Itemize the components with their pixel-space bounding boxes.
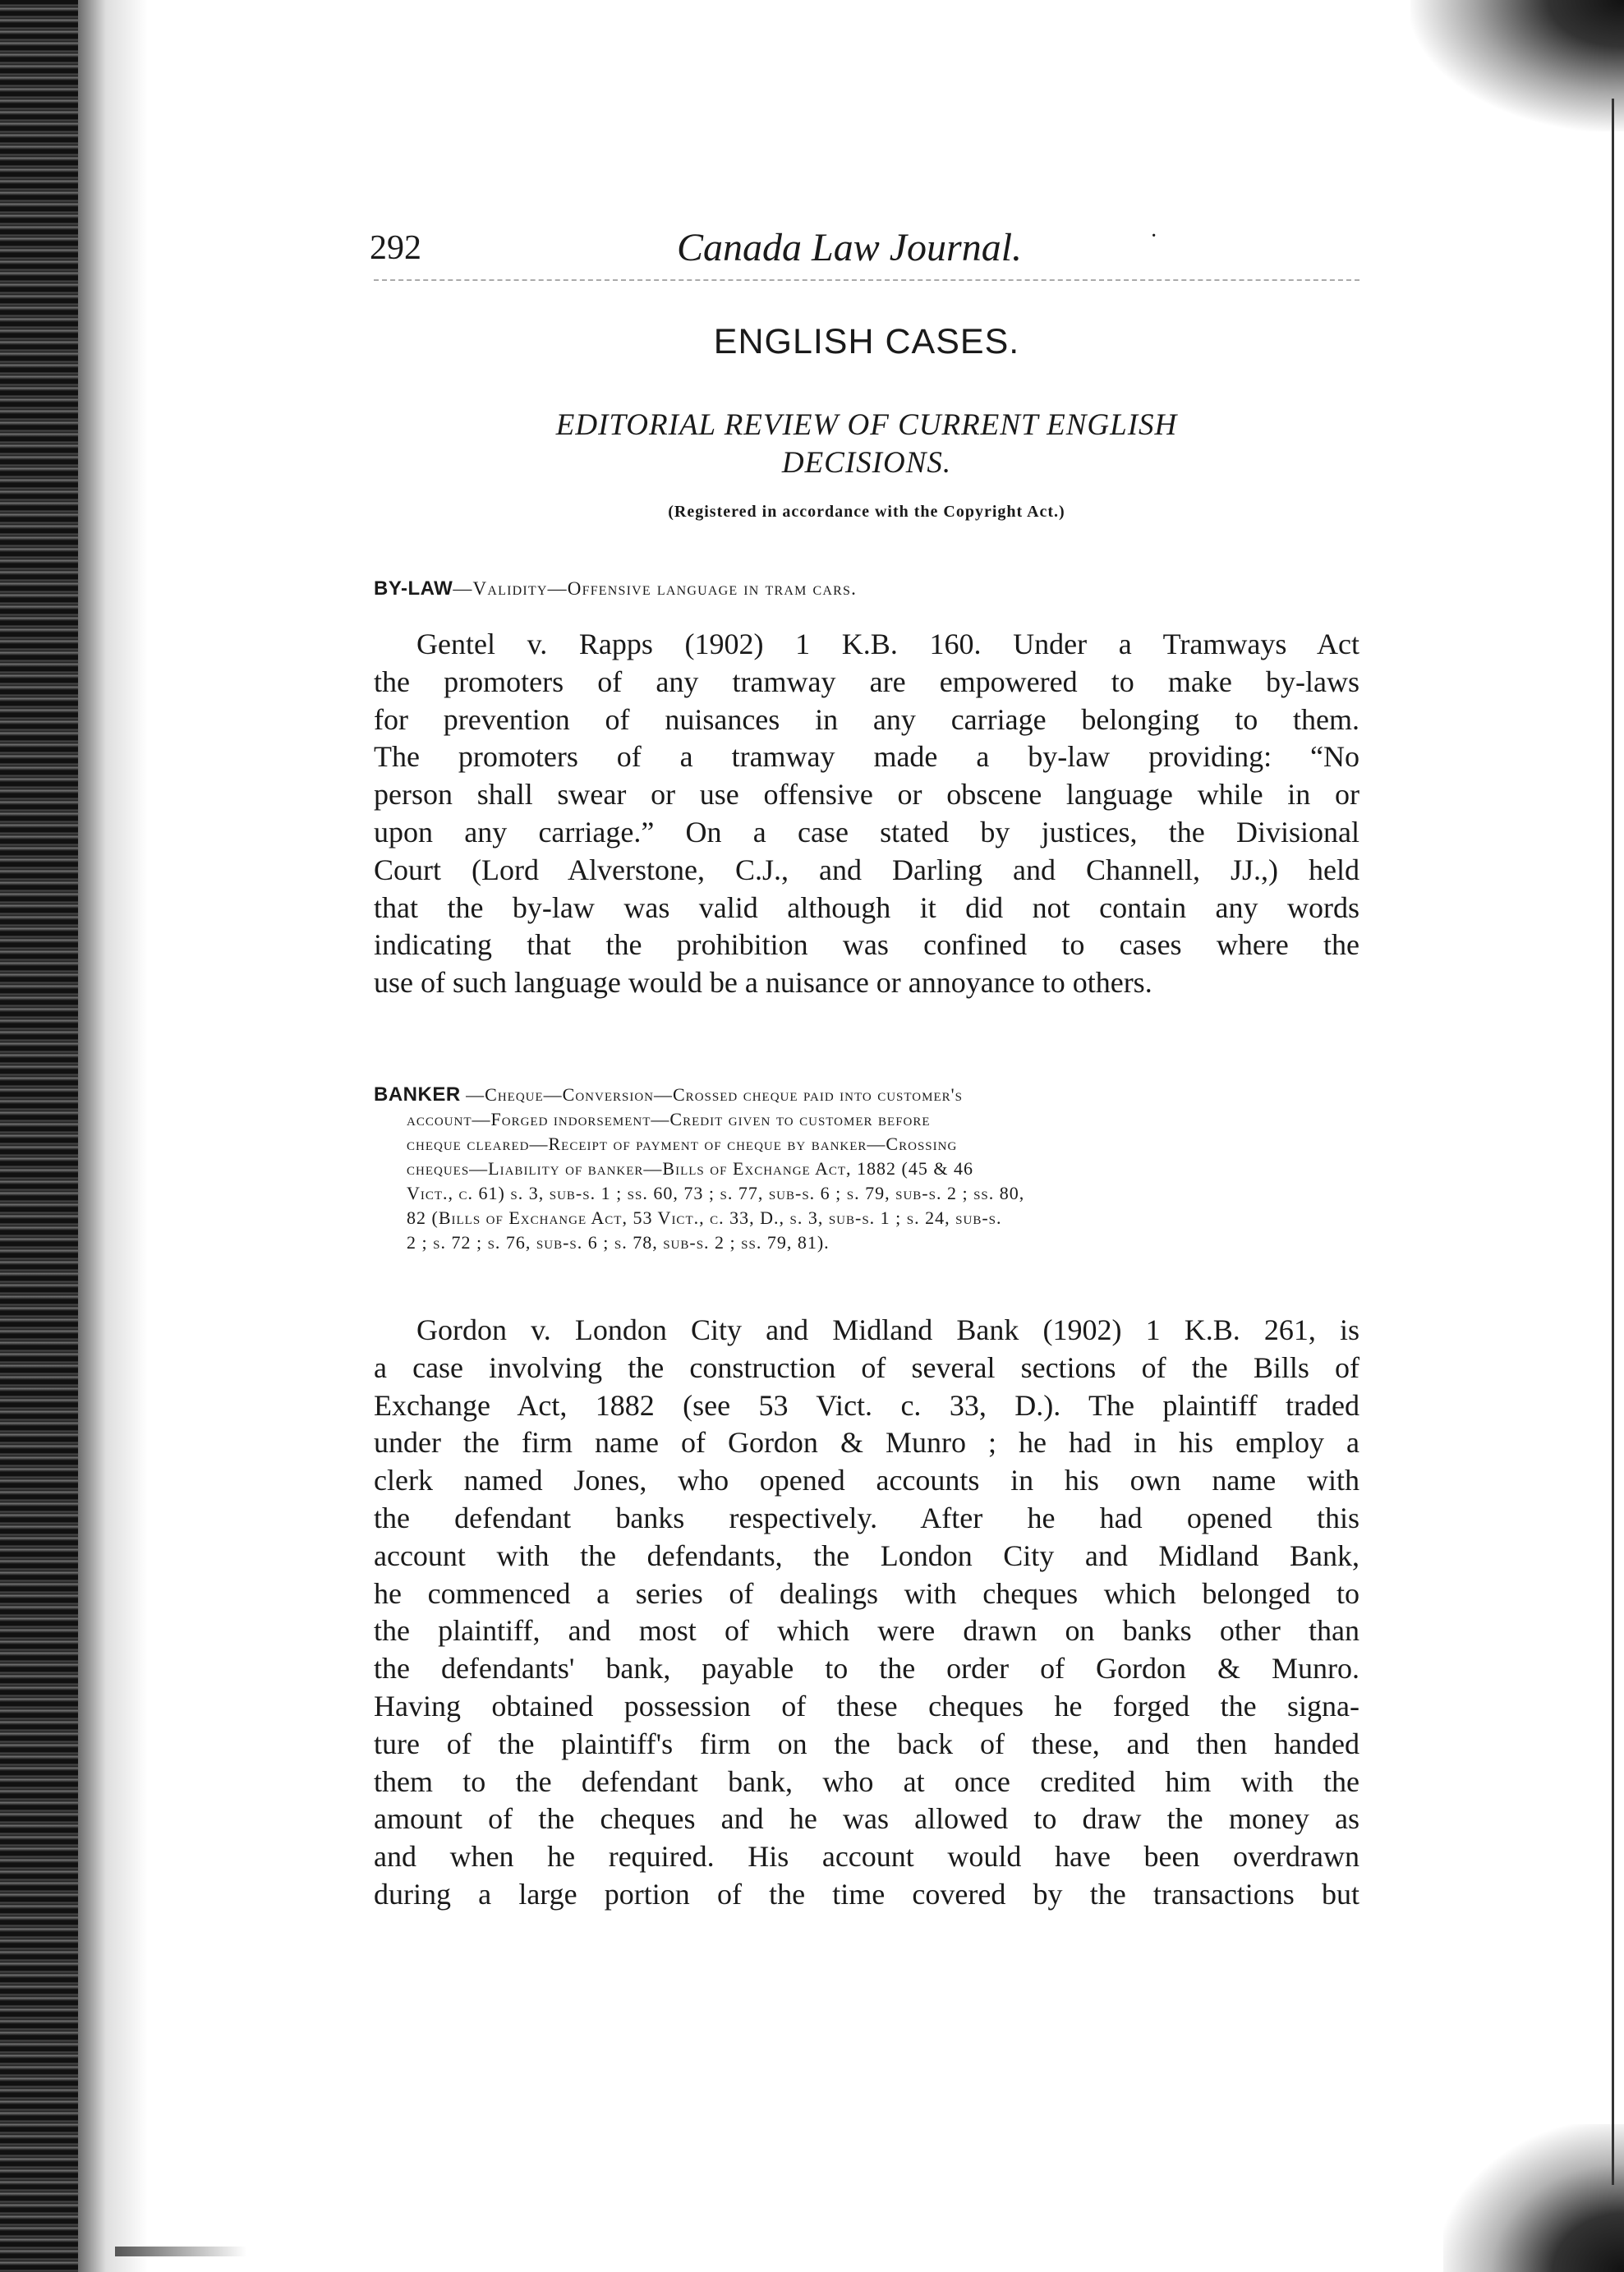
text-line: a case involving the construction of several sections of the Bills of: [374, 1350, 1359, 1384]
heading-line: 2 ; s. 72 ; s. 76, sub-s. 6 ; s. 78, sub-s. 2 ; ss. 79, 81).: [407, 1232, 830, 1253]
text-line: the promoters of any tramway are empowered to make by-laws: [374, 665, 1359, 698]
section-title: ENGLISH CASES.: [713, 322, 1020, 361]
text-line: Gentel v. Rapps (1902) 1 K.B. 160. Under a Tramways Act: [416, 628, 1359, 660]
copyright-note: (Registered in accordance with the Copyright Act.): [668, 503, 1065, 521]
text-line: for prevention of nuisances in any carriage belonging to them.: [374, 702, 1359, 736]
case-paragraph-gordon: [374, 1312, 1359, 1914]
subtitle-line: EDITORIAL REVIEW OF CURRENT ENGLISH: [555, 408, 1178, 442]
heading-lead: BANKER: [374, 1083, 461, 1106]
header-rule: [374, 279, 1359, 281]
text-line: he commenced a series of dealings with cheques which belonged to: [374, 1576, 1359, 1610]
case-heading-banker: [374, 1083, 1359, 1255]
text-line: them to the defendant bank, who at once credited him with the: [374, 1764, 1359, 1798]
text-line: during a large portion of the time covered by the transactions but: [374, 1877, 1359, 1911]
page-number: 292: [370, 229, 421, 267]
page-edge-line: [1612, 99, 1614, 2185]
header-dot: ·: [1150, 223, 1158, 249]
case-heading-bylaw: [374, 577, 857, 600]
text-line: indicating that the prohibition was confined to cases where the: [374, 928, 1359, 962]
text-line: Gordon v. London City and Midland Bank (1902) 1 K.B. 261, is: [416, 1313, 1359, 1346]
running-header: [370, 223, 1355, 278]
heading-text: —Validity—Offensive language in tram cars.: [453, 578, 858, 599]
text-line: the defendant banks respectively. After he had opened this: [374, 1501, 1359, 1534]
heading-line: cheque cleared—Receipt of payment of cheque by banker—Crossing: [407, 1134, 958, 1154]
corner-shadow-top-right: [1410, 0, 1624, 131]
text-line: ture of the plaintiff's firm on the back of these, and then handed: [374, 1727, 1359, 1760]
section-subtitle: [374, 407, 1359, 482]
binding-shadow: [78, 0, 148, 2272]
text-line: under the firm name of Gordon & Munro ; he had in his employ a: [374, 1426, 1359, 1460]
corner-shadow-bottom-right: [1443, 2124, 1624, 2272]
text-line: Having obtained possession of these cheques he forged the signa-: [374, 1689, 1359, 1722]
text-line: the plaintiff, and most of which were drawn on banks other than: [374, 1614, 1359, 1648]
text-line: person shall swear or use offensive or obscene language while in or: [374, 778, 1359, 812]
text-line: the defendants' bank, payable to the order of Gordon & Munro.: [374, 1652, 1359, 1686]
heading-line: cheques—Liability of banker—Bills of Exchange Act, 1882 (45 & 46: [407, 1158, 973, 1179]
text-line: The promoters of a tramway made a by-law providing: “No: [374, 740, 1359, 774]
text-line: account with the defendants, the London City and Midland Bank,: [374, 1538, 1359, 1572]
journal-title: Canada Law Journal.: [677, 226, 1023, 269]
heading-line: Vict., c. 61) s. 3, sub-s. 1 ; ss. 60, 73 ; s. 77, sub-s. 6 ; s. 79, sub-s. 2 ; ss. 80,: [407, 1183, 1025, 1203]
text-line: upon any carriage.” On a case stated by justices, the Divisional: [374, 815, 1359, 849]
text-line: amount of the cheques and he was allowed to draw the money as: [374, 1802, 1359, 1836]
heading-line: 82 (Bills of Exchange Act, 53 Vict., c. 33, D., s. 3, sub-s. 1 ; s. 24, sub-s.: [407, 1207, 1002, 1228]
text-line: and when he required. His account would have been overdrawn: [374, 1840, 1359, 1874]
heading-line: account—Forged indorsement—Credit given to customer before: [407, 1109, 931, 1129]
subtitle-line: DECISIONS.: [781, 446, 952, 480]
heading-line: [374, 1083, 1359, 1107]
text-line: use of such language would be a nuisance or annoyance to others.: [374, 966, 1152, 1000]
scan-smudge: [115, 2247, 246, 2256]
case-paragraph-gentel: [374, 626, 1359, 1002]
text-line: that the by-law was valid although it did not contain any words: [374, 890, 1359, 924]
text-line: clerk named Jones, who opened accounts in his own name with: [374, 1464, 1359, 1497]
text-line: Exchange Act, 1882 (see 53 Vict. c. 33, D.). The plaintiff traded: [374, 1388, 1359, 1422]
text-line: Court (Lord Alverstone, C.J., and Darling and Channell, JJ.,) held: [374, 853, 1359, 886]
heading-lead: BY-LAW: [374, 577, 453, 600]
heading-text: —Cheque—Conversion—Crossed cheque paid into customer's: [460, 1084, 963, 1105]
book-binding-edge: [0, 0, 78, 2272]
